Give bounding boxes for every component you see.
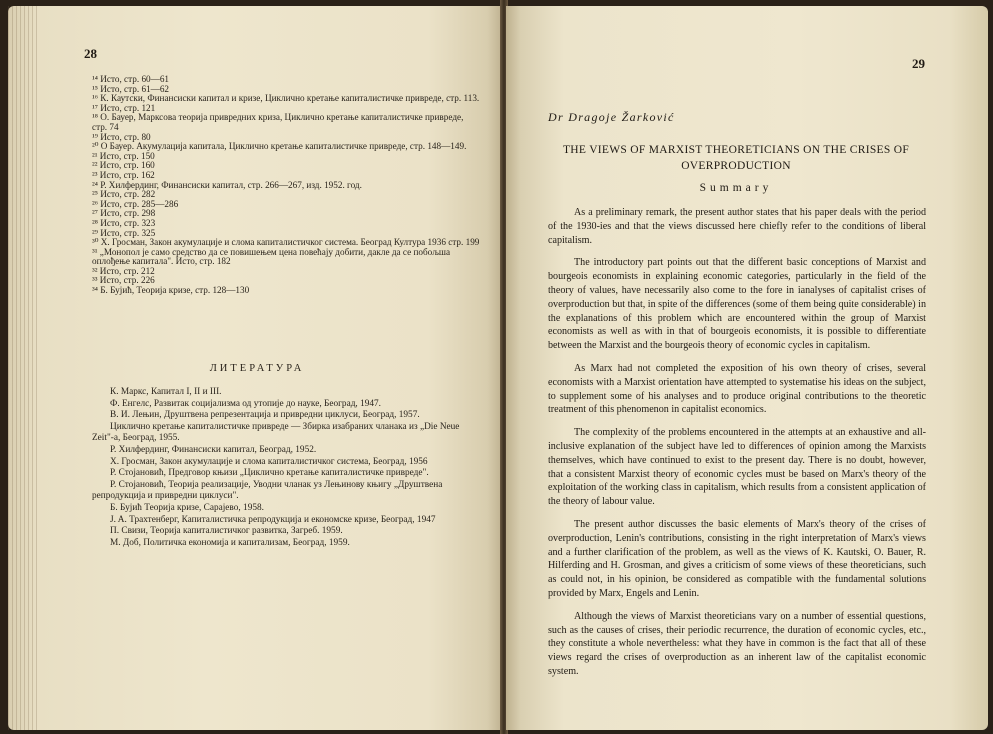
footnote: ¹⁷ Исто, стр. 121 bbox=[92, 102, 156, 113]
footnote: ¹⁹ Исто, стр. 80 bbox=[92, 131, 151, 142]
footnote: ²⁷ Исто, стр. 298 bbox=[92, 208, 156, 219]
footnote: ²² Исто, стр. 160 bbox=[92, 160, 155, 171]
literature-item: М. Доб, Политичка економија и капитализам, Београд, 1959. bbox=[110, 537, 350, 548]
title-line: OVERPRODUCTION bbox=[681, 160, 791, 172]
summary-paragraph: The complexity of the problems encountered in the attempts at an exhaustive and all-inclusive explanation of the subject have led to differences of opinion among the Marxists themselves, which have continued to exist to the present day. There is no doubt, however, that a consistent Marxist theory of economic cycles must be based on Marx's theory of the exploitation of the working class in capitalism, which results from a consistent application of the theory of labour value. bbox=[548, 427, 926, 508]
literature-item: Р. Хилфердинг, Финансиски капитал, Београд, 1952. bbox=[110, 444, 317, 455]
article-title bbox=[556, 142, 916, 174]
summary-paragraph: As Marx had not completed the exposition of his own theory of crises, several economists with a Marxist orientation have attempted to systematise his ideas on the subject, to supplement some of his analyses and to produce original contributions to the theoretic treatment of this phenomenon in capitalist economics. bbox=[548, 362, 926, 416]
title-line: THE VIEWS OF MARXIST THEORETICIANS ON THE CRISES OF bbox=[562, 144, 910, 156]
summary-paragraph: The present author discusses the basic elements of Marx's theory of the crises of overproduction, Lenin's contributions, consisting in the right interpretation of Marx's views and a further clarification of the problem, as well as the views of K. Kautski, O. Bauer, R. Hilferding and H. Grosman, and gives a criticism of some views of these theoreticians, such as could not, in his opinion, be considered as compatible with the fundamental solutions provided by Marx, Engels and Lenin. bbox=[548, 518, 926, 599]
author-name: Dr Dragoje Žarković bbox=[548, 110, 675, 124]
page-edges bbox=[8, 6, 38, 730]
literature-item: К. Маркс, Капитал I, II и III. bbox=[110, 387, 222, 397]
footnote: ²³ Исто, стр. 162 bbox=[92, 169, 155, 180]
footnote: ²¹ Исто, стр. 150 bbox=[92, 150, 155, 161]
literature-item: Ф. Енгелс, Развитак социјализма од утопије до науке, Београд, 1947. bbox=[110, 398, 381, 409]
literature-item: Б. Бујић Теорија кризе, Сарајево, 1958. bbox=[110, 502, 264, 513]
footnote: ¹⁵ Исто, стр. 61—62 bbox=[92, 83, 170, 94]
footnote: ³⁰ Х. Гросман, Закон акумулације и слома капиталистичког система. Београд Култура 1936 стр. 199 bbox=[92, 237, 480, 248]
footnote: ²⁸ Исто, стр. 323 bbox=[92, 217, 156, 228]
footnote: ³¹ „Монопол је само средство да се повишењем цена повећају добити, дакле да се побољша оплођење капитала". Исто, стр. 182 bbox=[92, 246, 451, 267]
literature-item: Р. Стојановић, Предговор књизи „Циклично кретање капиталистичке привреде". bbox=[110, 468, 429, 479]
literature-item: J. A. Трахтенберг, Капиталистичка репродукција и економске кризе, Београд, 1947 bbox=[110, 514, 436, 525]
summary-body bbox=[548, 206, 926, 688]
footnote: ³² Исто, стр. 212 bbox=[92, 265, 155, 276]
footnote: ²⁵ Исто, стр. 282 bbox=[92, 189, 156, 200]
footnote: ³³ Исто, стр. 226 bbox=[92, 275, 155, 286]
footnote: ¹⁸ О. Бауер, Марксова теорија привредних криза, Циклично кретање капиталистичке привреде, стр. 74 bbox=[92, 112, 464, 132]
literature-item: П. Свизи, Теорија капиталистичког развитка, Загреб. 1959. bbox=[110, 526, 343, 537]
footnotes bbox=[92, 75, 480, 296]
footnote: ²⁶ Исто, стр. 285—286 bbox=[92, 198, 179, 209]
footnote: ³⁴ Б. Бујић, Теорија кризе, стр. 128—130 bbox=[92, 285, 250, 296]
literature-list bbox=[92, 387, 480, 549]
literature-item: Р. Стојановић, Теорија реализације, Уводни чланак уз Лењинову књигу „Друштвена репродукција и привредни циклуси". bbox=[92, 479, 443, 502]
summary-paragraph: The introductory part points out that the different basic conceptions of Marxist and bourgeois economists in explaining economic categories, particularly in the field of the theory of values, have necessarily also come to the fore in ianalyses of capitalist crises of overproduction but that, in spite of the differences (some of them being quite considerable) in the explanations of this problem which are encountered within the group of Marxist economists as well as with in that of bourgeois economists, it is possible to differentiate between the Marxist and the bourgeois theory of economic cycles in capitalism. bbox=[548, 257, 926, 352]
footnote: ²⁰ О Бауер. Акумулација капитала, Циклично кретање капиталистичке привреде, стр. 148—149. bbox=[92, 141, 467, 152]
literature-item: Х. Гросман, Закон акумулације и слома капиталистичког система, Београд, 1956 bbox=[110, 456, 428, 467]
literature-item: В. И. Лењин, Друштвена репрезентација и привредни циклуси, Београд, 1957. bbox=[110, 410, 420, 421]
summary-paragraph: As a preliminary remark, the present author states that his paper deals with the period of the 1930-ies and that the views discussed here chiefly refer to the conditions of liberal capitalism. bbox=[548, 207, 926, 246]
left-page-number: 28 bbox=[84, 46, 97, 61]
footnote: ¹⁶ К. Каутски, Финансиски капитал и кризе, Циклично кретање капиталистичке привреде, стр. 113. bbox=[92, 93, 480, 104]
footnote: ²⁴ Р. Хилфердинг, Финансиски капитал, стр. 266—267, изд. 1952. год. bbox=[92, 179, 362, 190]
right-page-number: 29 bbox=[912, 56, 925, 71]
footnote: ²⁹ Исто, стр. 325 bbox=[92, 227, 156, 238]
footnote: ¹⁴ Исто, стр. 60—61 bbox=[92, 74, 170, 84]
literature-item: Циклично кретање капиталистичке привреде — Збирка изабраних чланака из „Die Neue Zeit"-а, Београд, 1955. bbox=[92, 421, 460, 444]
summary-paragraph: Although the views of Marxist theoreticians vary on a number of essential questions, such as the causes of crises, their periodic recurrence, the duration of economic cycles, etc., they constitute a whole nevertheless: what they have in common is the fact that all of these views regard the crises of overproduction as an inherent law of the capitalist economic system. bbox=[548, 610, 926, 677]
literature-heading: ЛИТЕРАТУРА bbox=[209, 363, 305, 374]
summary-heading: Summary bbox=[699, 182, 773, 194]
